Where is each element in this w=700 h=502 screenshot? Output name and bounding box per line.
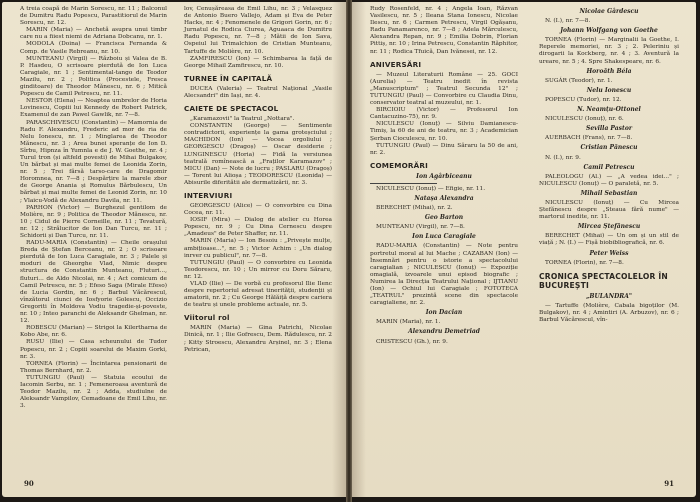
index-entry: TUTUNGIU (Paul) — O convorbire cu Leonida Teodorescu, nr. 10 ; Un mirror cu Doru Săraru, nr. 12. bbox=[184, 259, 332, 280]
subheading: Horoăth Béla bbox=[586, 67, 632, 75]
right-column-2 bbox=[539, 6, 679, 324]
comemorari-entries-1 bbox=[370, 186, 518, 193]
col2-entries-5 bbox=[539, 116, 679, 123]
right-col1-entries bbox=[370, 6, 518, 56]
index-entry: — Tartuffe (Molière, Cabala bigoților (M. Bulgakov), nr. 4 ; Amintiri (A. Arbuzov), nr. 6 ; Barbul Văcărescul, vîn- bbox=[539, 302, 679, 323]
index-entry: A treia coapă de Marin Sorescu, nr. 11 ; Balconul de Dumitru Radu Popescu, Parastitiorul de Marin Sorescu, nr. 12. bbox=[20, 6, 167, 27]
subheading: Camil Petrescu bbox=[583, 163, 635, 171]
index-entry: CONSTANTIN (George) — Sentimente contradictorii, experiențe la gama groteșciului ; MACHIDON (Ion) — Vocea orgoliului ; GEORGESCU (Dragoș) — Oscar desiderie ; LUNGINESCU (Horia) — Fidă la versiunea teatrală romînească a „Fraților Karamazov" ; MICU (Dan) — Note de lucru ; PASLARU (Dragoș) — Torent lui Alioșa ; TEODORESCU (Leonida) — Abisurile diferitătii ale dermatizării, nr. 3. bbox=[184, 123, 332, 186]
index-entry: PARHON (Victor) — Burghezul gentilom de Molière, nr. 9 ; Politica de Theodor Mănescu, nr. 10 ; Cidul de Pierre Corneille, nr. 11 ; Tevatură, nr. 12 ; Strălucitor de Ion Dan Turcu, nr. 11 ; Schidorii și Dan Turcu, nr. 11. bbox=[20, 204, 167, 239]
index-entry: BIRCIOIU (Victor) — Profesorul Ion Cantacuzino-75), nr. 9. bbox=[370, 107, 518, 121]
index-entry: MUNTEANU (Virgil) — Războiu și Valea de B. P. Hasdeu, O scrisoare pierdută de Ion Luca Caragiale, nr. 1 ; Sentimental-tango de Teodor Mazilu, nr. 2 ; Politica (Procestele, Fresca ginditoare) de Theodor Mănescu, nr. 6 ; Mitică Popescu de Camil Petrescu, nr. 11. bbox=[20, 55, 167, 98]
index-entry: CRISTESCU (Gh.), nr. 9. bbox=[376, 338, 448, 345]
index-entry: DUCEA (Valeria) — Teatrul Național „Vasile Alecsandri" din Iași, nr. 4. bbox=[184, 85, 332, 99]
divider bbox=[370, 183, 437, 184]
col2-entries-7 bbox=[539, 155, 679, 162]
index-entry: — Muzeul Literaturii Române — 25. GOCI (Aurelia) — Teatru inedit în revista „Manuscriptum" ; Teatrul Secunda 12" ; TUTUNGIU (Paul) — Convorbire cu Claudia Dinu, conservator teatral al muzeului, nr. 1. bbox=[370, 71, 518, 107]
left-page bbox=[2, 2, 346, 497]
index-entry: MARIN (Maria), nr. 1. bbox=[376, 319, 441, 326]
index-entry: NICULESCU (Ionuț) — Silviu Damianescu-Timiș, la 60 de ani de teatru, nr. 3 ; Academician Șerban Cioculescu, nr. 10. bbox=[370, 121, 518, 142]
cronica-entries bbox=[539, 303, 679, 324]
col2-entries-10 bbox=[539, 233, 679, 247]
index-entry: NESTOR (Elena) — Noaptea umbrelor de Horia Lovinescu, Copiii lui Kennedy de Robert Patrick, Examenul de zan Pawel Gawlik, nr. 7—8. bbox=[20, 98, 167, 119]
index-entry: N. (I.), nr. 7—8. bbox=[545, 18, 591, 25]
comemorari-entries-3 bbox=[370, 224, 518, 231]
index-entry: lov, Cenușăreasa de Emil Lihu, nr. 3 ; Velasquez de Antonio Buero Vallejo, Adam și Eva de Peter Hacks, nr. 4 ; Fenomenele de Grigori Gorin, nr. 6 ; Jurnatul de Rodica Ciurea, Aguaaca de Dumitru Radu Popescu, nr. 7—8 ; Mătii de Ion Sava, Ospeiul lui Trimalchion de Cristian Munteanu, Tartuffe de Molière, nr. 10. bbox=[184, 6, 332, 55]
subheading: Ion Dacian bbox=[425, 309, 463, 317]
index-entry: MARIN (Maria) — Gina Patrichi, Nicolae Dinică, nr. 1 ; Ilie Gofrescu, Dem. Rădulescu, nr. 2 ; Kitty Stroescu, Alexandru Arșinel, nr. 3 ; Elena Petrican, bbox=[184, 325, 332, 353]
section-heading-interviuri: INTERVIURI bbox=[184, 190, 233, 200]
col2-entries-4 bbox=[539, 97, 679, 104]
page-number-left: 90 bbox=[24, 478, 34, 488]
left-column-1 bbox=[20, 6, 167, 410]
section-heading-caiete: CAIETE DE SPECTACOL bbox=[184, 104, 279, 114]
section-heading-comemorari: COMEMORĂRI bbox=[370, 160, 429, 170]
index-entry: TUTUNGIU (Paul) — Dinu Săraru la 50 de ani, nr. 2. bbox=[370, 142, 518, 156]
index-entry: RADU-MARIA (Constantin) — Note pentru portretul moral al lui Mache ; CAZABAN (Ion) — Însemnări pentru o istorie a spectacolului caragialian ; NICULESCU (Ionuț) — Expoziție omagială, izvoarele unui episod biografic ; Numirea la Direcția Teatrului Național ; IJTIANU (Ion) — Ochiul lui Caragiale ; FOTOTECA „TEATRUL" prezintă scene din spectacole caragialiene, nr. 2. bbox=[370, 243, 518, 307]
comemorari-entries-6 bbox=[370, 339, 518, 346]
index-entry: GEORGESCU (Alice) — O convorbire cu Dina Cocea, nr. 11. bbox=[184, 202, 332, 217]
left-col2-entries bbox=[184, 6, 332, 70]
page-number-right: 91 bbox=[664, 478, 674, 488]
comemorari-entries-4 bbox=[370, 243, 518, 307]
index-entry: RUSU (Ilie) — Casa scheunului de Tudor Popescu, nr. 2 ; Copiii soarelui de Maxim Gorki, nr. 3. bbox=[20, 339, 167, 360]
subheading: Johann Wolfgang von Goethe bbox=[560, 27, 658, 35]
index-entry: RADU-MARIA (Constantin) — Cheile orașului Breda de Ștefan Berceanu, nr. 2 ; O scrisoare pierdută de Ion Luca Caragiale, nr. 3 ; Palele și moduri de Gheorghe Vlad, Nimic despre structura de Constantin Munteanu, Fluturi..., fluturi... de Aldo Nicolai, nr. 4 ; Act comicum de Camil Petrescu, nr. 5 ; Efeso Saga (Mirale Efeso) de Lucia Gordin, nr. 6 ; Barbul Văcărescul, vînzătorul ciunci de Iosfyorie Golescu, Occizio Gregoriti în Moldova Vodiu tragedie-și-poveste, nr. 10 ; Inteo paranchi de Aleksandr Ghelman, nr. 12. bbox=[20, 240, 167, 325]
col2-entries-11 bbox=[539, 260, 679, 267]
index-entry: TORNEA (Florin), nr. 7—8. bbox=[545, 259, 624, 266]
index-entry: NICULESCU (Ionuț), nr. 6. bbox=[545, 116, 624, 123]
subheading: Mihail Sebastian bbox=[580, 189, 638, 197]
right-page bbox=[352, 2, 696, 497]
comemorari-entries-5 bbox=[370, 319, 518, 326]
subheading: N. Neamțu-Ottonel bbox=[577, 106, 641, 114]
index-entry: PALEOLOGU (Al.) — „A vedea idei..." ; NICULESCU (Ionuț) — O paraletă, nr. 5. bbox=[539, 173, 679, 187]
subheading: Ion Luca Caragiale bbox=[412, 233, 476, 241]
section-heading-turnee: TURNEE ÎN CAPITALĂ bbox=[184, 73, 273, 83]
subheading: Natașa Alexandra bbox=[414, 194, 474, 202]
col2-entries-1 bbox=[539, 18, 679, 25]
index-entry: AUERBACH (Frans), nr. 7—8. bbox=[545, 135, 633, 142]
subheading: Sevilla Pastor bbox=[585, 125, 632, 133]
comemorari-entries-2 bbox=[370, 205, 518, 212]
subheading: Ion Agârbiceanu bbox=[416, 172, 472, 180]
subheading: Cristian Pănescu bbox=[580, 144, 638, 152]
index-entry: PARASCHIVESCU (Constantin) — Mamornia de Radu F. Alexandru, Frederic ad mor de ria de Nelu Ionescu, nr. 1 ; Minglarea de Theodor Mănescu, nr. 3 ; Area bunei speranțe de Ion D. Sîrbu, Hipnza în Yumnla e de J. W. Goethe, nr. 4 ; Turul tron (și altfeld povesti) de Mihai Bulgakov, Un bărbat și mai multe femei de Leonida Zorin, nr. 5 ; Trei fărsă tarso-care de Dragomir Horomnea, nr. 7—8 ; Despărțire la marele zbor de George Anania și Romulus Bărbulescu, Un bărbat și mai multe femei de Leonid Zorin, nr. 10 ; Vlaicu-Vodă de Alexandru Davila, nr. 11. bbox=[20, 119, 167, 204]
interviuri-entries bbox=[184, 203, 332, 309]
viitorul-rol-entries bbox=[184, 325, 332, 353]
caiete-entries bbox=[184, 116, 332, 187]
index-entry: TUTUNGIU (Paul) — Statuia ecoului de Iacomin Serbu, nr. 1 ; Femeneroasa aventură de Teodor Mazilu, nr. 2 ; Adda, studiulne de Aleksandr Vampilov, Cemadoane de Emil Lihu, nr. 3. bbox=[20, 374, 167, 410]
index-entry: TORNEA (Florin) — Încintarea pensionarii de Thomas Bernhard, nr. 2. bbox=[20, 360, 167, 374]
index-entry: MARIN (Maria) — Anchetă asupra unui timbr care nu a fiiest niemi de Adriana Dobcanu, nr. 1. bbox=[20, 27, 167, 41]
subheading: Nelu Ionescu bbox=[586, 86, 632, 94]
subheading: Nicolae Gârdescu bbox=[579, 8, 639, 15]
subheading: Peter Weiss bbox=[589, 249, 629, 257]
index-entry: NICULESCU (Ionuț) — Cu Mircea Ștefănescu despre „Steaua fără nume" — martorul inedite, nr. 11. bbox=[539, 199, 679, 221]
index-entry: Rudy Rosenfeld, nr. 4 ; Angela Ioan, Răzvan Vasilescu, nr. 5 ; Ileana Stana Ionescu, Nicolae Ilescu, nr. 6 ; Carmen Petrescu, Virgil Ogășanu, Radu Panamarenco, nr. 7—8 ; Adela Mărculescu, Alexandra Repan, nr. 9 ; Emilia Dobrin, Florian Pittiș, nr. 10 ; Irina Petrescu, Constantin Răphitor, nr. 11 ; Rodica Tfuică, Dan Ivănesei, nr. 12. bbox=[370, 6, 518, 55]
index-entry: ROBESCU (Marian) — Strigoi la Kilertharna de Kobo Abe, nr. 6. bbox=[20, 325, 167, 339]
index-entry: „Karamazovii" la Teatrul „Nottara". bbox=[190, 116, 295, 123]
section-heading-cronica: CRONICA SPECTACOLELOR ÎN BUCUREȘTI bbox=[539, 271, 668, 290]
index-entry: SUGÁR (Teodor), nr. 1. bbox=[545, 77, 613, 84]
subheading: Mircea Ștefănescu bbox=[577, 223, 641, 231]
col2-entries-8 bbox=[539, 174, 679, 188]
subheading: Geo Barton bbox=[424, 214, 464, 222]
index-entry: BERECHET (Mihai), nr. 2. bbox=[376, 205, 453, 212]
index-entry: MARIN (Maria) — Ion Besoiu : „Privește mulțe, ambițioase...", nr. 5 ; Victor Achim : „Un dialog inrver cu publicul", nr. 7—8. bbox=[184, 238, 332, 259]
index-entry: MUNTEANU (Virgil), nr. 7—8. bbox=[376, 224, 465, 231]
subheading: Alexandru Demetriad bbox=[408, 328, 480, 336]
aniversari-entries bbox=[370, 72, 518, 157]
theatre-subheading: „BULANDRA" bbox=[585, 292, 633, 300]
section-heading-viitorul-rol: Viitorul rol bbox=[184, 313, 230, 323]
index-entry: MODOLA (Doina) — Francisca Fernanda & Comp. de Vasile Rebreanu, nr. 10. bbox=[20, 41, 167, 55]
index-entry: N. (I.), nr. 9. bbox=[545, 154, 581, 161]
index-entry: NICULESCU (Ionuț) — Efigie, nr. 11. bbox=[376, 185, 486, 192]
left-column-2 bbox=[184, 6, 332, 354]
index-entry: ZAMFIRESCU (Ion) — Schimbarea la față de George Mihail Zamfirescu, nr. 10. bbox=[184, 55, 332, 69]
index-entry: IOSIF (Mira) — Dialog de atelier cu Horea Popescu, nr. 9 ; Cu Dina Cernescu despre „Amadeus" de Peter Shaffer, nr. 11. bbox=[184, 217, 332, 238]
index-entry: POPESCU (Tudor), nr. 12. bbox=[545, 96, 622, 103]
col2-entries-2 bbox=[539, 37, 679, 65]
section-heading-aniversari: ANIVERSĂRI bbox=[370, 59, 422, 69]
col2-entries-6 bbox=[539, 135, 679, 142]
turnee-entries bbox=[184, 86, 332, 100]
index-entry: TORNEA (Florin) — Marginalii la Goethe, I. Reperele memoriei, nr. 3 ; 2. Peleriniu și dirogarii la Kockberg, nr. 4 ; 3. Aventură la ureare, nr. 5 ; 4. Spre Shakespeare, nr. 6. bbox=[539, 37, 679, 65]
col2-entries-9 bbox=[539, 200, 679, 221]
right-column-1 bbox=[370, 6, 518, 346]
index-entry: VLAD (Ilie) — De vorbă cu profesorul Ilie Ilenc despre repertoriul adresat tinerității, studenții și amatorii, nr. 2 ; Cu George Hălăiță despre cariera de teatru și unele probleme actuale, nr. 5. bbox=[184, 281, 332, 309]
index-entry: BERECHET (Mihai) — Un om și un stil de viață ; N. (I.) — Fișă biobibliografică, nr. 6. bbox=[539, 233, 679, 247]
col2-entries-3 bbox=[539, 78, 679, 85]
